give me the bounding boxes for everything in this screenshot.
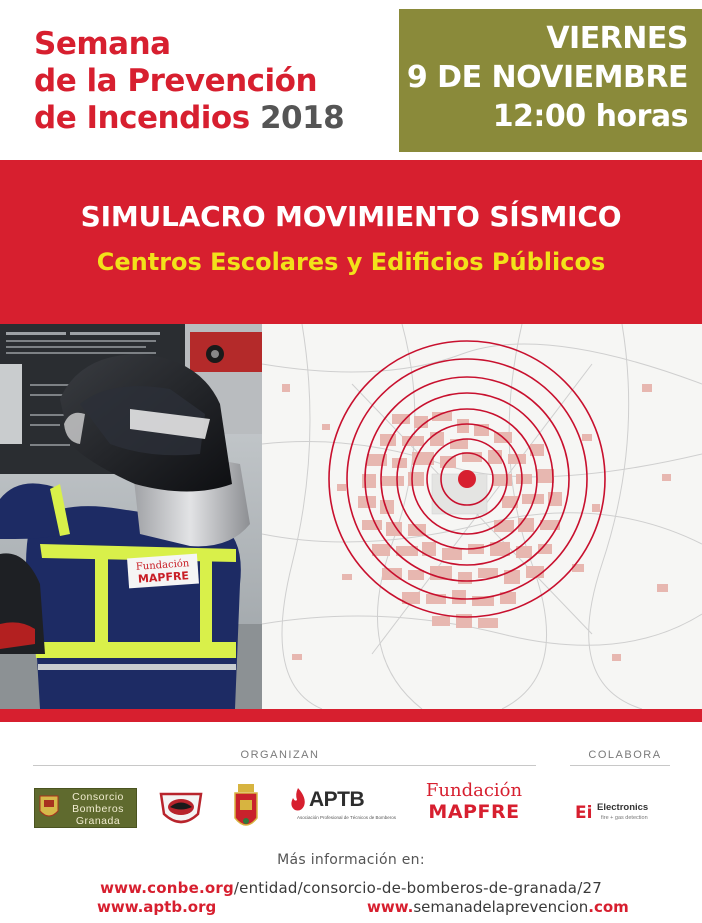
red-divider (0, 709, 702, 722)
ei-mark-icon (574, 800, 594, 822)
event-time: 12:00 horas (492, 99, 688, 134)
mapfre-wordmark: MAPFRE (428, 801, 520, 823)
fundacion-wordmark: Fundación (425, 780, 523, 801)
aptb-link[interactable]: www.aptb.org (97, 898, 217, 916)
title-line-3 (34, 100, 394, 137)
semana-link-name: semanadelaprevencion (413, 898, 589, 916)
electronics-tagline: fire + gas detection (601, 815, 648, 821)
consorcio-line-1: Consorcio (72, 791, 124, 803)
conbe-link-path: /entidad/consorcio-de-bomberos-de-granada/27 (233, 879, 602, 897)
drill-banner (0, 160, 702, 324)
collaborators-label: COLABORA (588, 749, 662, 761)
consorcio-bomberos-logo (34, 788, 137, 828)
drill-subtitle: Centros Escolares y Edificios Públicos (96, 248, 606, 276)
firefighters-badge-icon (158, 790, 204, 830)
semana-link[interactable] (367, 898, 629, 916)
organizers-label: ORGANIZAN (240, 749, 320, 761)
semana-link-tld: .com (588, 898, 629, 916)
conbe-link-domain: www.conbe.org (100, 879, 234, 897)
media-strip (0, 324, 702, 709)
fundacion-mapfre-logo (414, 781, 534, 829)
consorcio-line-3: Granada (75, 815, 121, 827)
granada-crest-icon (233, 784, 259, 832)
coat-of-arms-icon (39, 795, 59, 821)
aptb-wordmark: APTB (309, 788, 365, 811)
drill-title: SIMULACRO MOVIMIENTO SÍSMICO (80, 200, 622, 233)
title-line-2: de la Prevención (34, 63, 318, 99)
more-info-heading: Más información en: (277, 852, 425, 868)
vest-text-fundacion: Fundación (135, 558, 190, 573)
date-box (399, 9, 702, 152)
event-title (34, 26, 394, 137)
semana-link-prefix: www. (367, 898, 414, 916)
ei-electronics-logo (574, 800, 674, 828)
flame-icon (287, 788, 309, 812)
conbe-link[interactable] (0, 879, 702, 897)
title-line-1: Semana (34, 26, 171, 62)
event-day: VIERNES (546, 21, 688, 56)
event-date: 9 DE NOVIEMBRE (406, 60, 688, 95)
aptb-tagline: Asociación Profesional de Técnicos de Bomberos (297, 815, 396, 820)
seismic-map (262, 324, 702, 709)
collaborators-rule (570, 765, 670, 766)
svg-text:Ei: Ei (575, 803, 593, 822)
organizers-rule (33, 765, 536, 766)
consorcio-line-2: Bomberos (72, 803, 124, 815)
electronics-wordmark: Electronics (597, 802, 649, 813)
aptb-logo (287, 786, 397, 826)
title-year: 2018 (259, 100, 345, 136)
firefighter-child-photo (0, 324, 262, 709)
title-line-3-text: de Incendios (34, 100, 250, 136)
epicenter-marker (458, 470, 476, 488)
vest-text-mapfre: MAPFRE (137, 569, 190, 586)
